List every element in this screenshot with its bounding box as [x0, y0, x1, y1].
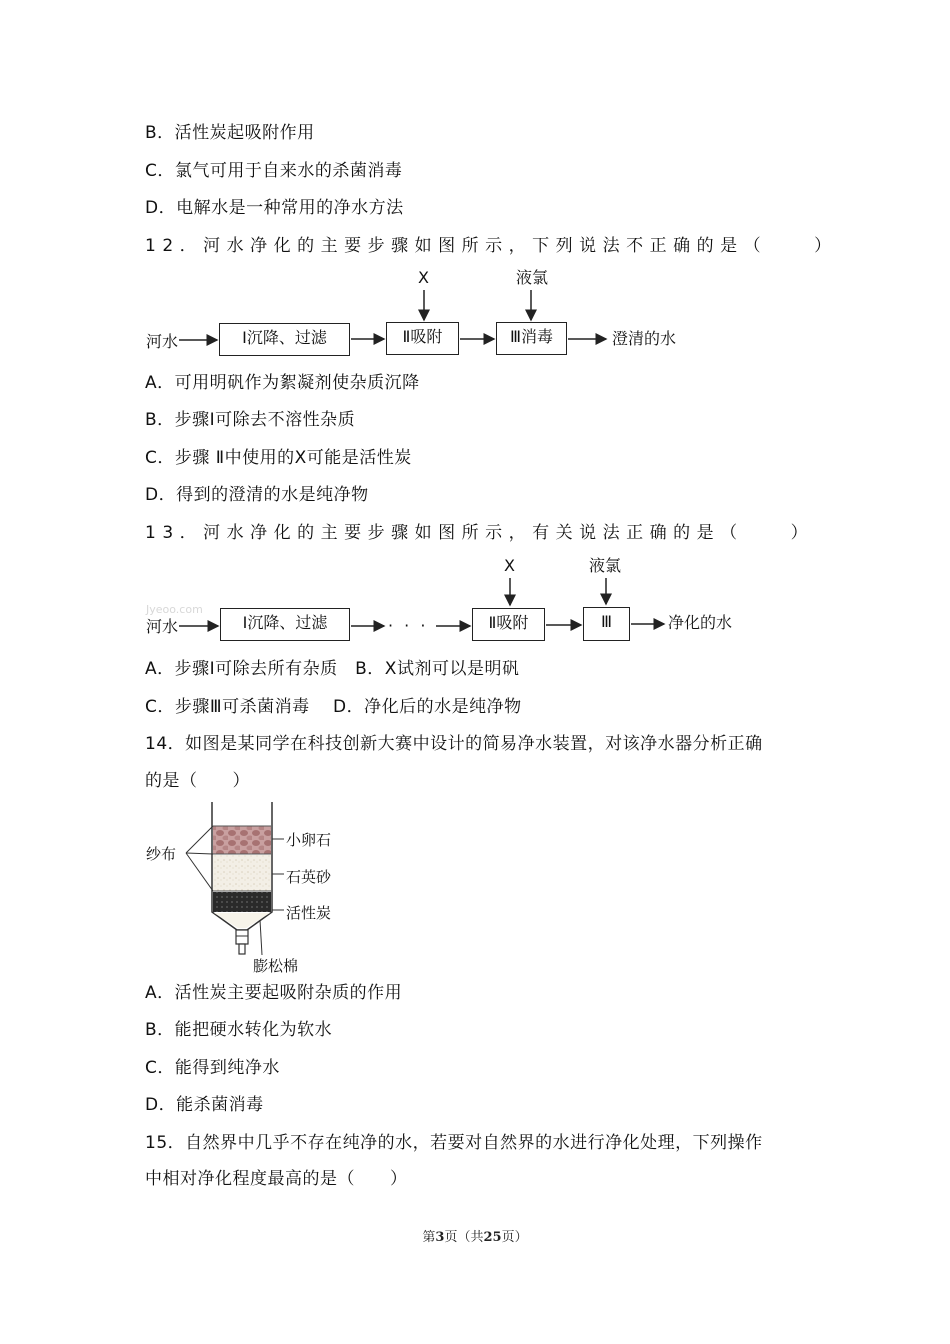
footer-prefix: 第	[422, 1230, 436, 1245]
footer-middle: 页（共	[444, 1230, 484, 1245]
q11-option-d: D．电解水是一种常用的净水方法	[145, 198, 404, 218]
q13-input-label: 河水	[146, 617, 179, 636]
q12-reagent-chlorine: 液氯	[516, 268, 549, 287]
q14-option-c: C．能得到纯净水	[145, 1058, 280, 1078]
label-activated-carbon: 活性炭	[286, 904, 332, 922]
q11-option-c: C．氯气可用于自来水的杀菌消毒	[145, 161, 403, 181]
q13-stem: 13．河水净化的主要步骤如图所示，有关说法正确的是（ ）	[145, 523, 815, 543]
q14-option-a: A．活性炭主要起吸附杂质的作用	[145, 983, 403, 1003]
q15-stem-line2: 中相对净化程度最高的是（ ）	[145, 1169, 408, 1189]
label-cotton: 膨松棉	[253, 957, 299, 975]
q11-option-b: B．活性炭起吸附作用	[145, 123, 315, 143]
q14-option-b: B．能把硬水转化为软水	[145, 1020, 333, 1040]
q15-stem-line1: 15．自然界中几乎不存在纯净的水，若要对自然界的水进行净化处理，下列操作	[145, 1133, 763, 1153]
q14-option-d: D．能杀菌消毒	[145, 1095, 264, 1115]
q13-options-ab: A．步骤Ⅰ可除去所有杂质 B．X试剂可以是明矾	[145, 659, 520, 679]
q12-step1-box: Ⅰ沉降、过滤	[219, 323, 350, 356]
q13-step2-box: Ⅱ吸附	[472, 608, 545, 641]
label-pebbles: 小卵石	[286, 831, 332, 849]
q13-step3-box: Ⅲ	[583, 607, 630, 641]
label-quartz-sand: 石英砂	[286, 868, 332, 886]
q13-step1-box: Ⅰ沉降、过滤	[220, 608, 350, 641]
q14-stem-line1: 14．如图是某同学在科技创新大赛中设计的简易净水装置，对该净水器分析正确	[145, 734, 763, 754]
q12-step2-box: Ⅱ吸附	[386, 322, 459, 355]
footer-page-number: 3	[435, 1230, 445, 1245]
q13-options-cd: C．步骤Ⅲ可杀菌消毒 D．净化后的水是纯净物	[145, 697, 522, 717]
q12-reagent-x: X	[418, 268, 429, 287]
q12-option-d: D．得到的澄清的水是纯净物	[145, 485, 369, 505]
page-footer	[0, 1226, 950, 1245]
q12-option-c: C．步骤 Ⅱ中使用的X可能是活性炭	[145, 448, 412, 468]
q12-stem: 12．河水净化的主要步骤如图所示，下列说法不正确的是（ ）	[145, 236, 838, 256]
q13-output-label: 净化的水	[668, 613, 733, 632]
label-gauze: 纱布	[146, 845, 177, 863]
q12-option-b: B．步骤Ⅰ可除去不溶性杂质	[145, 410, 356, 430]
q14-stem-line2: 的是（ ）	[145, 771, 250, 791]
q13-ellipsis: · · ·	[388, 616, 429, 635]
q13-reagent-x: X	[504, 556, 515, 575]
q13-reagent-chlorine: 液氯	[589, 556, 622, 575]
q12-step3-box: Ⅲ消毒	[496, 322, 567, 355]
q12-output-label: 澄清的水	[612, 329, 677, 348]
q12-input-label: 河水	[146, 332, 179, 351]
q13-watermark: Jyeoo.com	[146, 603, 203, 616]
q12-option-a: A．可用明矾作为絮凝剂使杂质沉降	[145, 373, 420, 393]
footer-total-pages: 25	[483, 1230, 502, 1245]
footer-suffix: 页）	[501, 1230, 528, 1245]
